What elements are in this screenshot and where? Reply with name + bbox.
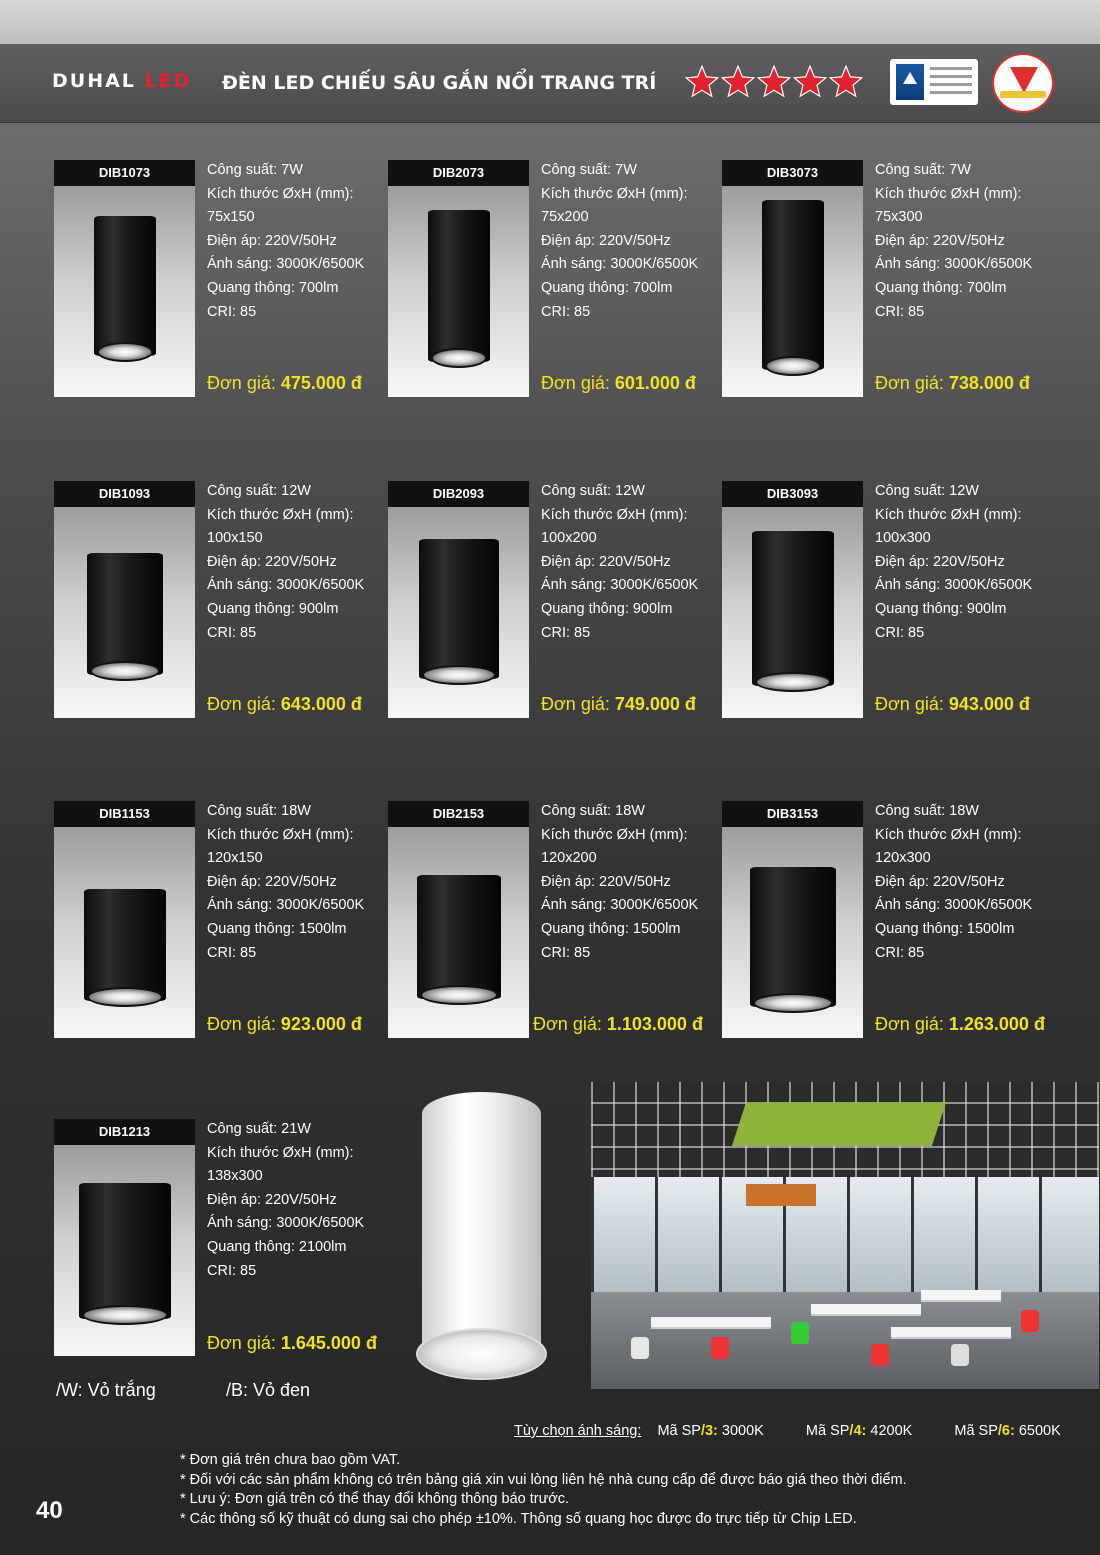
black-lamp-image — [94, 216, 156, 356]
spec-cong-suat: Công suất: 7W — [541, 162, 637, 178]
product-price — [875, 373, 1030, 394]
spec-kich-thuoc-label: Kích thước ØxH (mm): — [207, 826, 354, 843]
spec-kich-thuoc: 138x300 — [207, 1168, 263, 1185]
product-code: DIB1153 — [54, 801, 195, 827]
spec-kich-thuoc-label: Kích thước ØxH (mm): — [541, 506, 688, 523]
price-label: Đơn giá: — [207, 694, 276, 714]
product-code: DIB2093 — [388, 481, 529, 507]
product-photo — [388, 186, 529, 397]
product-price — [541, 694, 696, 715]
five-star-rating — [684, 64, 864, 100]
product-photo — [54, 1145, 195, 1356]
product-card — [722, 801, 863, 1038]
star-icon — [720, 64, 756, 100]
product-card — [54, 481, 195, 718]
spec-kich-thuoc: 75x150 — [207, 209, 255, 226]
product-code: DIB1093 — [54, 481, 195, 507]
spec-cong-suat: Công suất: 7W — [875, 162, 971, 178]
product-price — [207, 694, 362, 715]
spec-dien-ap: Điện áp: 220V/50Hz — [541, 232, 671, 249]
product-price — [207, 1014, 362, 1035]
black-lamp-image — [79, 1183, 171, 1319]
spec-kich-thuoc-label: Kích thước ØxH (mm): — [207, 506, 354, 523]
spec-dien-ap: Điện áp: 220V/50Hz — [875, 553, 1005, 570]
product-code: DIB3153 — [722, 801, 863, 827]
spec-kich-thuoc-label: Kích thước ØxH (mm): — [875, 826, 1022, 843]
price-label: Đơn giá: — [875, 373, 944, 393]
black-lamp-image — [419, 539, 499, 679]
option-prefix: Mã SP — [805, 1423, 850, 1439]
price-value: 749.000 đ — [614, 694, 696, 714]
product-code: DIB1073 — [54, 160, 195, 186]
product-card — [388, 801, 529, 1038]
spec-kich-thuoc-label: Kích thước ØxH (mm): — [541, 826, 688, 843]
price-label: Đơn giá: — [875, 694, 944, 714]
option-prefix: Mã SP — [657, 1423, 701, 1439]
option-suffix: /6: — [997, 1423, 1015, 1439]
interior-scene-photo — [591, 1082, 1099, 1389]
product-code: DIB1213 — [54, 1119, 195, 1145]
product-specs — [541, 480, 711, 645]
spec-cri: CRI: 85 — [207, 303, 257, 320]
price-label: Đơn giá: — [541, 373, 610, 393]
spec-anh-sang: Ánh sáng: 3000K/6500K — [875, 897, 1033, 914]
spec-cri: CRI: 85 — [207, 624, 257, 641]
product-card — [388, 160, 529, 397]
product-specs — [541, 800, 711, 965]
spec-kich-thuoc: 120x150 — [207, 850, 263, 867]
spec-quang-thong: Quang thông: 700lm — [541, 279, 673, 296]
product-specs — [207, 159, 377, 324]
spec-cri: CRI: 85 — [875, 944, 925, 961]
product-price — [207, 373, 362, 394]
spec-cri: CRI: 85 — [875, 303, 925, 320]
spec-cong-suat: Công suất: 18W — [875, 803, 979, 819]
product-price — [533, 1014, 703, 1035]
price-value: 1.263.000 đ — [948, 1014, 1045, 1034]
spec-kich-thuoc-label: Kích thước ØxH (mm): — [875, 506, 1022, 523]
spec-quang-thong: Quang thông: 2100lm — [207, 1238, 347, 1255]
spec-cri: CRI: 85 — [541, 944, 591, 961]
product-card — [722, 481, 863, 718]
spec-cri: CRI: 85 — [207, 1262, 257, 1279]
price-value: 1.103.000 đ — [606, 1014, 703, 1034]
product-card — [54, 1119, 195, 1356]
spec-kich-thuoc-label: Kích thước ØxH (mm): — [875, 185, 1022, 202]
spec-anh-sang: Ánh sáng: 3000K/6500K — [207, 1215, 365, 1232]
spec-quang-thong: Quang thông: 900lm — [541, 600, 673, 617]
spec-cong-suat: Công suất: 21W — [207, 1121, 311, 1137]
product-specs — [875, 480, 1045, 645]
top-strip — [0, 0, 1100, 44]
legend-white-shell: /W: Vỏ trắng — [56, 1380, 156, 1400]
spec-anh-sang: Ánh sáng: 3000K/6500K — [875, 256, 1033, 273]
price-value: 943.000 đ — [948, 694, 1030, 714]
option-value: 6500K — [1018, 1423, 1061, 1439]
product-card — [54, 160, 195, 397]
product-price — [875, 1014, 1045, 1035]
spec-kich-thuoc-label: Kích thước ØxH (mm): — [541, 185, 688, 202]
price-value: 1.645.000 đ — [280, 1333, 377, 1353]
product-photo — [722, 186, 863, 397]
product-code: DIB3073 — [722, 160, 863, 186]
product-price — [541, 373, 696, 394]
spec-anh-sang: Ánh sáng: 3000K/6500K — [875, 577, 1033, 594]
spec-kich-thuoc: 75x300 — [875, 209, 923, 226]
product-price — [207, 1333, 377, 1354]
spec-anh-sang: Ánh sáng: 3000K/6500K — [207, 897, 365, 914]
star-icon — [792, 64, 828, 100]
footnote: * Các thông số kỹ thuật có dung sai cho phép ±10%. Thông số quang học được đo trực tiếp từ Chip LED. — [180, 1510, 857, 1527]
product-photo — [388, 507, 529, 718]
page-title: ĐÈN LED CHIẾU SÂU GẮN NỔI TRANG TRÍ — [222, 72, 657, 94]
price-label: Đơn giá: — [207, 1333, 276, 1353]
spec-kich-thuoc: 100x200 — [541, 530, 597, 547]
price-label: Đơn giá: — [207, 373, 276, 393]
option-value: 3000K — [721, 1423, 764, 1439]
option-suffix: /3: — [700, 1423, 718, 1439]
black-lamp-image — [87, 553, 163, 675]
product-photo — [54, 507, 195, 718]
spec-cong-suat: Công suất: 7W — [207, 162, 303, 178]
option-suffix: /4: — [849, 1423, 867, 1439]
logo-led-text: LED — [144, 70, 192, 92]
product-card — [388, 481, 529, 718]
spec-anh-sang: Ánh sáng: 3000K/6500K — [541, 897, 699, 914]
spec-kich-thuoc: 120x200 — [541, 850, 597, 867]
spec-anh-sang: Ánh sáng: 3000K/6500K — [541, 256, 699, 273]
spec-cri: CRI: 85 — [207, 944, 257, 961]
product-code: DIB2073 — [388, 160, 529, 186]
price-label: Đơn giá: — [541, 694, 610, 714]
price-value: 738.000 đ — [948, 373, 1030, 393]
spec-quang-thong: Quang thông: 1500lm — [541, 920, 681, 937]
spec-quang-thong: Quang thông: 700lm — [207, 279, 339, 296]
product-code: DIB3093 — [722, 481, 863, 507]
spec-dien-ap: Điện áp: 220V/50Hz — [875, 232, 1005, 249]
tuv-rheinland-certified-icon — [890, 59, 978, 105]
black-lamp-image — [752, 531, 834, 686]
spec-cri: CRI: 85 — [541, 303, 591, 320]
spec-cong-suat: Công suất: 12W — [875, 483, 979, 499]
product-card — [54, 801, 195, 1038]
product-specs — [207, 480, 377, 645]
spec-dien-ap: Điện áp: 220V/50Hz — [207, 873, 337, 890]
price-label: Đơn giá: — [207, 1014, 276, 1034]
product-photo — [54, 186, 195, 397]
star-icon — [684, 64, 720, 100]
price-value: 601.000 đ — [614, 373, 696, 393]
spec-quang-thong: Quang thông: 900lm — [207, 600, 339, 617]
spec-dien-ap: Điện áp: 220V/50Hz — [207, 232, 337, 249]
option-value: 4200K — [870, 1423, 913, 1439]
footnotes — [180, 1451, 907, 1529]
price-value: 923.000 đ — [280, 1014, 362, 1034]
footnote: * Đơn giá trên chưa bao gồm VAT. — [180, 1452, 401, 1468]
light-options-label: Tùy chọn ánh sáng: — [514, 1423, 642, 1439]
price-label: Đơn giá: — [875, 1014, 944, 1034]
product-photo — [722, 827, 863, 1038]
product-code: DIB2153 — [388, 801, 529, 827]
option-prefix: Mã SP — [954, 1423, 998, 1439]
spec-kich-thuoc-label: Kích thước ØxH (mm): — [207, 1144, 354, 1161]
duhal-led-logo — [52, 70, 191, 92]
product-specs — [207, 800, 377, 965]
spec-cong-suat: Công suất: 18W — [541, 803, 645, 819]
footnote: * Đối với các sản phẩm không có trên bảng giá xin vui lòng liên hệ nhà cung cấp để được báo giá theo thời điểm. — [180, 1471, 907, 1488]
price-label: Đơn giá: — [533, 1014, 602, 1034]
white-lamp-photo — [414, 1092, 549, 1382]
logo-brand-text: DUHAL — [52, 70, 136, 92]
product-photo — [54, 827, 195, 1038]
product-specs — [541, 159, 711, 324]
spec-quang-thong: Quang thông: 1500lm — [875, 920, 1015, 937]
black-lamp-image — [417, 875, 501, 999]
legend-black-shell: /B: Vỏ đen — [226, 1380, 311, 1400]
product-price — [875, 694, 1030, 715]
footnote: * Lưu ý: Đơn giá trên có thể thay đổi không thông báo trước. — [180, 1491, 570, 1507]
spec-cong-suat: Công suất: 12W — [541, 483, 645, 499]
black-lamp-image — [428, 210, 490, 362]
spec-anh-sang: Ánh sáng: 3000K/6500K — [207, 577, 365, 594]
spec-quang-thong: Quang thông: 900lm — [875, 600, 1007, 617]
page-number: 40 — [36, 1497, 63, 1524]
product-specs — [875, 800, 1045, 965]
spec-anh-sang: Ánh sáng: 3000K/6500K — [541, 577, 699, 594]
product-specs — [207, 1118, 377, 1283]
spec-dien-ap: Điện áp: 220V/50Hz — [875, 873, 1005, 890]
price-value: 643.000 đ — [280, 694, 362, 714]
light-options — [514, 1423, 1061, 1439]
price-value: 475.000 đ — [280, 373, 362, 393]
page-header — [0, 44, 1100, 123]
spec-cong-suat: Công suất: 18W — [207, 803, 311, 819]
spec-kich-thuoc-label: Kích thước ØxH (mm): — [207, 185, 354, 202]
spec-cri: CRI: 85 — [875, 624, 925, 641]
black-lamp-image — [84, 889, 166, 1001]
spec-quang-thong: Quang thông: 1500lm — [207, 920, 347, 937]
product-card — [722, 160, 863, 397]
spec-kich-thuoc: 100x300 — [875, 530, 931, 547]
spec-anh-sang: Ánh sáng: 3000K/6500K — [207, 256, 365, 273]
black-lamp-image — [762, 200, 824, 370]
product-specs — [875, 159, 1045, 324]
spec-kich-thuoc: 120x300 — [875, 850, 931, 867]
spec-dien-ap: Điện áp: 220V/50Hz — [541, 553, 671, 570]
spec-cong-suat: Công suất: 12W — [207, 483, 311, 499]
spec-cri: CRI: 85 — [541, 624, 591, 641]
spec-dien-ap: Điện áp: 220V/50Hz — [207, 553, 337, 570]
star-icon — [756, 64, 792, 100]
spec-kich-thuoc: 100x150 — [207, 530, 263, 547]
spec-kich-thuoc: 75x200 — [541, 209, 589, 226]
product-photo — [388, 827, 529, 1038]
spec-quang-thong: Quang thông: 700lm — [875, 279, 1007, 296]
star-icon — [828, 64, 864, 100]
spec-dien-ap: Điện áp: 220V/50Hz — [207, 1191, 337, 1208]
hang-viet-nam-chat-luong-cao-icon — [992, 53, 1054, 113]
black-lamp-image — [750, 867, 836, 1007]
product-photo — [722, 507, 863, 718]
spec-dien-ap: Điện áp: 220V/50Hz — [541, 873, 671, 890]
